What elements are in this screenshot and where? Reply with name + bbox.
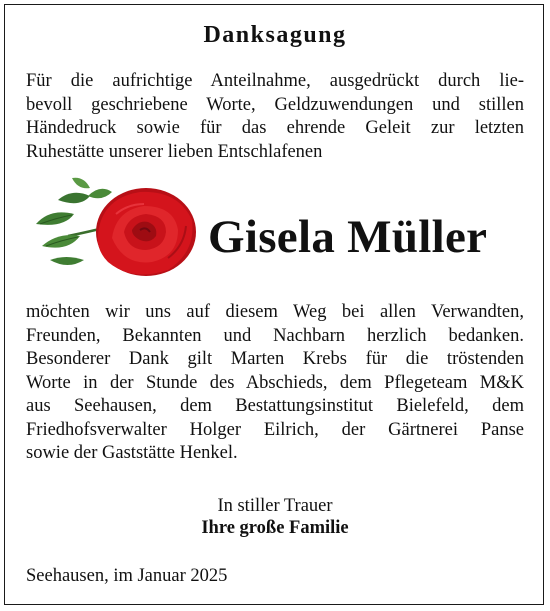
rose-image	[28, 174, 200, 278]
body-line: möchten wir uns auf diesem Weg bei allen Verwandten,	[26, 302, 524, 322]
body-line: sowie der Gaststätte Henkel.	[26, 443, 238, 463]
body-line: aus Seehausen, dem Bestattungsinstitut Bielefeld, dem	[26, 396, 524, 416]
signature: Ihre große Familie	[201, 518, 349, 538]
intro-line: Für die aufrichtige Anteilnahme, ausgedrückt durch lie-	[26, 71, 524, 91]
intro-line: Händedruck sowie für das ehrende Geleit zur letzten	[26, 118, 524, 138]
intro-line: bevoll geschriebene Worte, Geldzuwendungen und stillen	[26, 94, 524, 115]
place-date: Seehausen, im Januar 2025	[26, 566, 228, 586]
body-line: Worte in der Stunde des Abschieds, dem Pflegeteam M&K	[26, 372, 524, 393]
notice-title: Danksagung	[203, 22, 347, 48]
body-line: Besonderer Dank gilt Marten Krebs für die tröstenden	[26, 349, 524, 369]
body-line: Friedhofsverwalter Holger Eilrich, der Gärtnerei Panse	[26, 419, 524, 440]
body-paragraph	[26, 301, 524, 466]
body-line: Freunden, Bekannten und Nachbarn herzlich bedanken.	[26, 325, 524, 346]
intro-line: Ruhestätte unserer lieben Entschlafenen	[26, 141, 323, 162]
intro-paragraph	[26, 70, 524, 164]
closing-line: In stiller Trauer	[217, 496, 333, 516]
deceased-name: Gisela Müller	[208, 211, 488, 263]
